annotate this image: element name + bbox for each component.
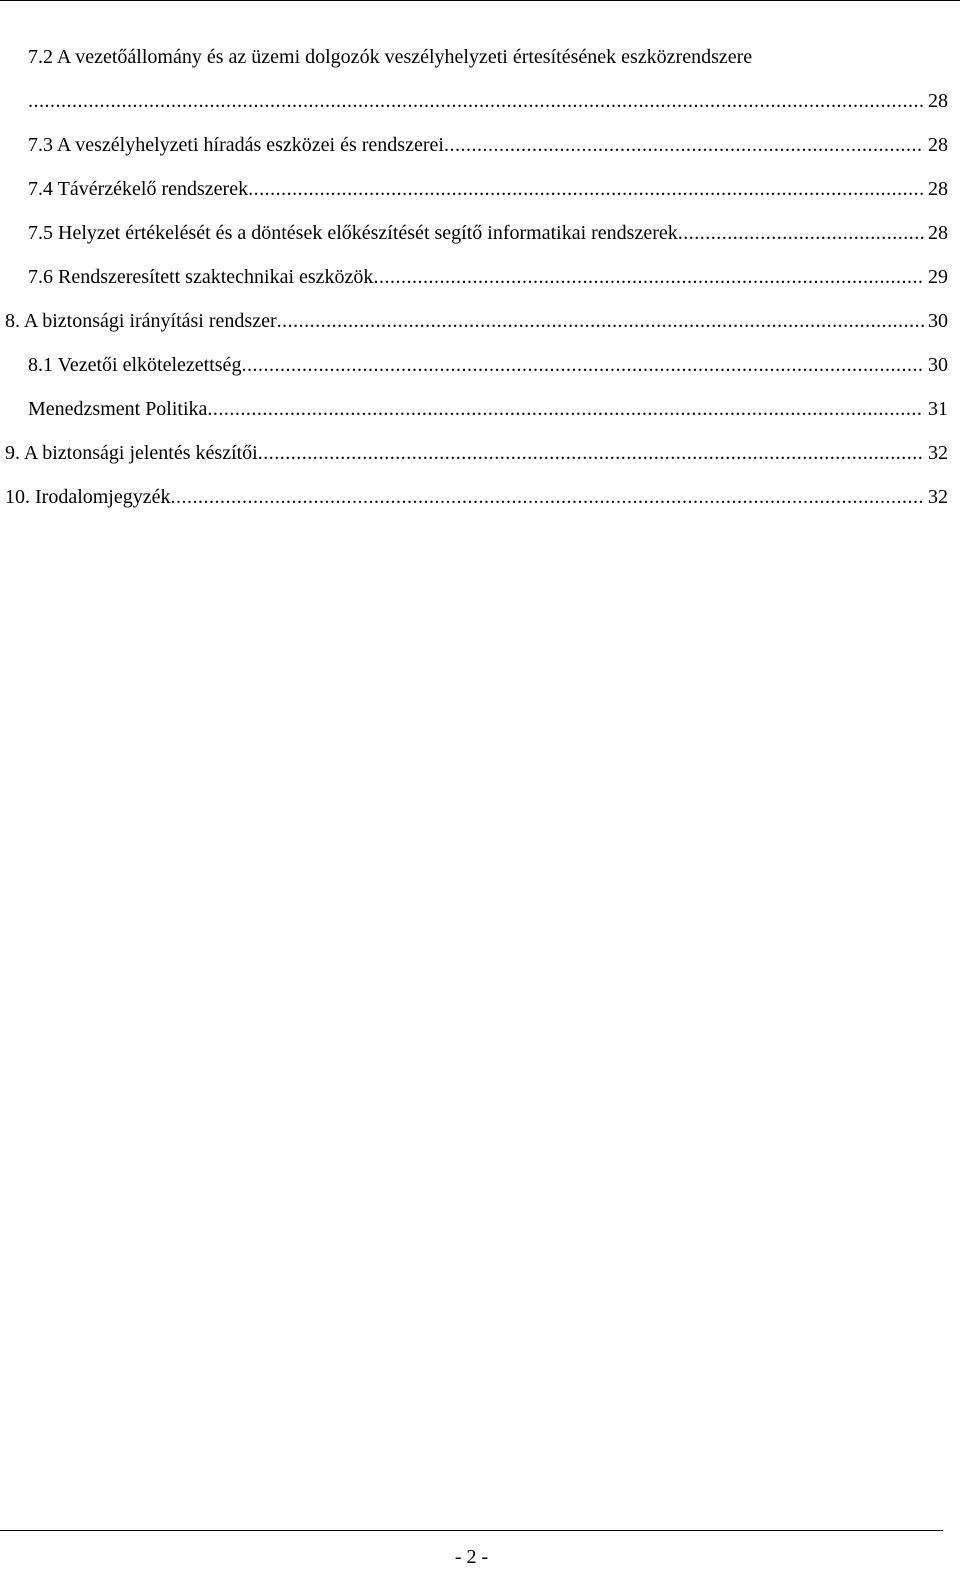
toc-entry-9[interactable] — [5, 441, 948, 465]
dot-leader — [28, 89, 924, 113]
toc-entry-text: 7.6 Rendszeresített szaktechnikai eszközök — [28, 266, 374, 288]
dot-leader — [207, 397, 924, 421]
dot-leader — [171, 485, 925, 509]
dot-leader — [248, 177, 924, 201]
toc-page-number: 30 — [928, 354, 948, 376]
toc-entry-8[interactable] — [5, 309, 948, 333]
toc-entry-7-6[interactable] — [28, 265, 948, 289]
toc-entry-text: 7.2 A vezetőállomány és az üzemi dolgozók veszélyhelyzeti értesítésének eszközrendszere — [28, 46, 753, 68]
toc-entry-text: 7.3 A veszélyhelyzeti híradás eszközei és rendszerei — [28, 134, 444, 156]
toc-page-number: 32 — [928, 442, 948, 464]
toc-page-number: 28 — [928, 134, 948, 156]
toc-page-number: 30 — [928, 310, 948, 332]
dot-leader — [373, 265, 924, 289]
toc-page-number: 31 — [928, 398, 948, 420]
top-border-line — [0, 0, 960, 1]
dot-leader — [258, 441, 924, 465]
toc-entry-7-2-leader-line[interactable] — [28, 89, 948, 113]
toc-entry-7-4[interactable] — [28, 177, 948, 201]
toc-page-number: 28 — [928, 222, 948, 244]
dot-leader — [444, 133, 924, 157]
toc-entry-text: 9. A biztonsági jelentés készítői — [5, 442, 258, 464]
toc-page-number: 32 — [928, 486, 948, 508]
toc-entry-text: 10. Irodalomjegyzék — [5, 486, 171, 508]
dot-leader — [241, 353, 924, 377]
toc-entry-text: 7.4 Távérzékelő rendszerek — [28, 178, 249, 200]
toc-page-number: 29 — [928, 266, 948, 288]
footer-divider — [0, 1530, 943, 1531]
toc-entry-7-3[interactable] — [28, 133, 948, 157]
toc-entry-10[interactable] — [5, 485, 948, 509]
dot-leader — [678, 221, 924, 245]
toc-entry-text: 7.5 Helyzet értékelését és a döntések előkészítését segítő informatikai rendszerek — [28, 222, 678, 244]
dot-leader — [277, 309, 924, 333]
toc-entry-text: 8.1 Vezetői elkötelezettség — [28, 354, 242, 376]
toc-entry-7-2-title-line[interactable] — [28, 45, 948, 69]
toc-page-number: 28 — [928, 178, 948, 200]
toc-entry-text: Menedzsment Politika — [28, 398, 208, 420]
footer-page-number: - 2 - — [454, 1546, 489, 1568]
toc-entry-text: 8. A biztonsági irányítási rendszer — [5, 310, 277, 332]
toc-entry-8-1[interactable] — [28, 353, 948, 377]
toc-entry-menedzsment-politika[interactable] — [28, 397, 948, 421]
toc-entry-7-5[interactable] — [28, 221, 948, 245]
toc-page-number: 28 — [928, 90, 948, 112]
